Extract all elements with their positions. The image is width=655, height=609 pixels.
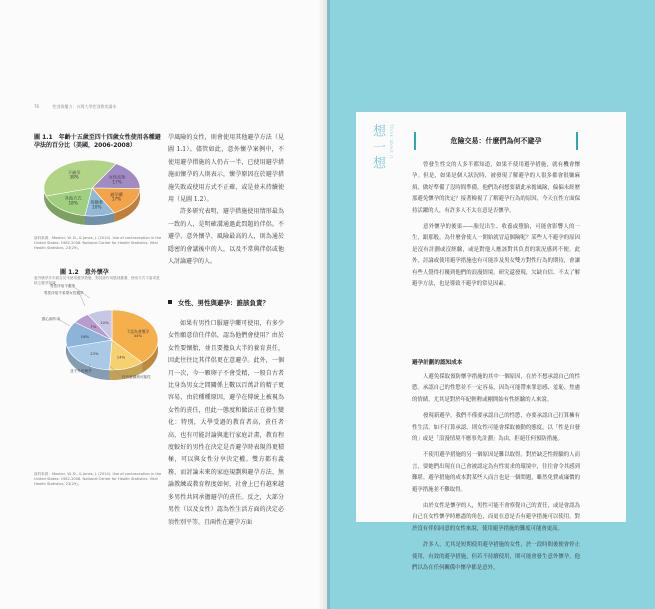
figure-1-2-svg [30,280,165,400]
pie-label: 23% [90,351,99,357]
paragraph: 如果有男性口服避孕藥可使用，有多少女性願意信任伴侶，認為他們會使用？由於女性要懷胎，並且要擔負大半的養育責任，因此往往比其伴侶更在意避孕。此外，一個月一次，今一顆卵子不會受精，一般自古者比身為男女之間關係上數以百萬計的精子更容易，由於種種原因，避孕在傳統上被視為女性的責任，但此一態度和做法正在發生變化：特別，大學受過的教育者高，責任者高，也有可能討論與進行家庭計畫，教育程度較好的男性在決定是否避孕時表現得更積極，可以與女性分享決定權。雙方都有義務，而討論未來的家庭規劃與避孕方法、無論教練或教育程度如何，社會上已有越來越多男性共同承擔避孕的責任。反之，大部分男性（以及女性）認為性生活方面的決定必須性別平等，且兩性在避孕方面 [168,320,284,526]
figure-1-2-title: 圖 1.2 意外懷孕 [60,269,109,276]
think-label: 想一想 [370,124,385,172]
pie-label: 44% [133,333,143,339]
card-subheading: 避孕計劃的認知成本 [412,360,463,366]
pie-annotation: 並不介意懷孕 [70,369,92,373]
pie-label: 38% [69,174,79,180]
paragraph: 發現新避孕，我們不僅要承認自己的性慾，亦要承認自己打算擁有性生活。如不打算承認，則女性可能會採取被動的態度，以「性是自發的」或是「浪漫情境不應事先計劃」為由，拒絕任何預防措施。 [412,413,580,443]
pie-label: 不認為會懷孕 [126,328,150,334]
page-number: 76 [34,104,40,109]
card-body-top [412,160,580,295]
pie-label: 14% [116,354,126,360]
pie-label: 不避孕 [67,169,81,175]
pie-label: 7% [90,324,97,330]
figure-1-2-note: 意外懷孕多半源自於未使用避孕措施、對其副作用感到憂慮、使用方式不當或是缺乏避孕知識 [34,276,160,285]
pie-label: 18% [68,200,78,206]
paragraph: 意外懷孕的後果——胎兒出生、收養或墮胎，可能會影響人的一生，跟那般，為什麼會使人一開始就冒這個險呢？某些人不避孕的原因是沒有計劃或沒經驗，或是對他人應該對其負責的狀況感到不便。此外，討論或使用避孕措施也有可能涉及男女雙方對性行為的期待，會讓有些人覺得打擾到他們的浪漫情境。研究還發現，欠缺自信、不太了解避孕方法，也是導致不避孕的常見因素。 [412,224,580,288]
figure-1-2-source: 資料來源：Mosher, W. D., & Jones, J. (2010). Use of contraception in the United States: 1982-2008. National Center for Health Statistics. Vital Health Statistics, 23(29)。 [34,472,162,486]
figure-1-1-source: 資料來源：Mosher, W. D., & Jones, J. (2010). Use of contraception in the United States: 1982-2008. National Center for Health Statistics. Vital Health Statistics, 23(29)。 [34,236,162,250]
paragraph: 許多人，尤其是短期使用避孕措施的女性，於一段時間後便會停止使用，有效的避孕措施，但若不持續使用，則可能會發生意外懷孕。他們以為在任何關係中懷孕都是意外。 [412,542,580,572]
pie-label: 女性結紮 [108,174,126,180]
figure-1-1-svg [30,148,160,238]
pie-label: 16% [80,333,90,339]
section-heading: 女性、男性與避孕：誰該負責？ [168,298,269,307]
pie-annotation: 沒有意識到可能性 [122,375,151,379]
square-bullet-icon [168,300,172,304]
figure-1-2-chart [30,280,165,404]
paragraph: 許多研究表明，避孕措施使用情形最為一致的人，是明確溝通過此問題的伴侶。不避孕、意外懷孕、風險最高的人，則為通於隱密的會議後中的人，以及不常與伴侶或他人討論避孕的人。 [168,208,284,266]
think-sublabel: Think about it [389,124,394,159]
pie-annotation: 男性伴侶不希望女性避孕 [44,291,84,295]
pie-label: 10% [92,204,102,210]
left-body-bottom [168,318,284,529]
pie-annotation: 男性伴侶不避孕 [50,284,76,288]
figure-1-1-chart [30,148,160,242]
running-head-text: 性別與權力：台灣大學性別教育讀本 [52,104,117,109]
card-body-bottom [412,372,580,580]
pie-label: 17% [112,179,122,185]
left-body-top [168,132,284,268]
paragraph: 人避免採取預防懷孕措施的其中一個原因，在於不想承認自己的性慾。承認自己的性慾並不一定容易，因為可能帶來罪惡感、羞恥、焦慮的情緒，尤其是對於年紀輕輕或剛開始有性經驗的人來說。 [412,374,580,403]
pie-label: 保險套 [90,199,104,205]
paragraph: 不使用避孕措施的另一個原因是難以取得。對於缺乏性經驗的人而言，要她們出現在自己會被認定為有性需求的環境中，往往會令其感到難堪。避孕措施的成本對某些人而言也是一個問題，雖然免費或廉價的避孕措施並不難取得。 [412,452,580,493]
pie-annotation: 擔心副作用 [42,317,60,321]
pie-label: 17% [111,196,122,202]
paragraph: 孕風險的女性，則會使用其他避孕方法（見圖 1.1）。儘管如此，意外懷孕案例中，不使用避孕措施的人仍占一半，已使用避孕措施而懷孕的人則表示，懷孕原因在於避孕措施失敗或使用方式不正確，或是並未持續使用（見圖 1.2）。 [168,134,284,204]
paragraph: 由於女性是懷孕的人，男性可能不會察覺自己的責任，或是會認為自己在女性懷孕時應盡的角色，而更在意是否有避孕措施可以使用。對於沒有伴侶同意的女性來說，使用避孕措施的難度可能會更高。 [412,503,580,532]
running-head [34,104,116,110]
pie-label: 避孕藥 [110,191,123,197]
figure-1-1-title: 圖 1.1 年齡十五歲至四十四歲女性使用各種避孕法的百分比（美國，2006-2008） [34,134,161,149]
pie-label: 其他方式 [64,195,82,201]
paragraph: 曾發生性交的人多半都知道，如果不使用避孕措施，就有機會懷孕。但是，如果是個人狀況時，被發現了解避孕的人很多都會很嫌麻煩，做好準備了沒時間準備。他們為何想要藉此承擔風險，偏偏未經歷那避免懷孕的決定？接著檢視了了解避孕行為的原因，今天在性方面保持活躍的人，有許多人不太在意是否懷孕。 [412,162,580,214]
spine-shadow [318,0,330,609]
pie-label: 10% [100,319,109,325]
card-title: 危險交易：什麼們為何不避孕 [450,137,542,145]
